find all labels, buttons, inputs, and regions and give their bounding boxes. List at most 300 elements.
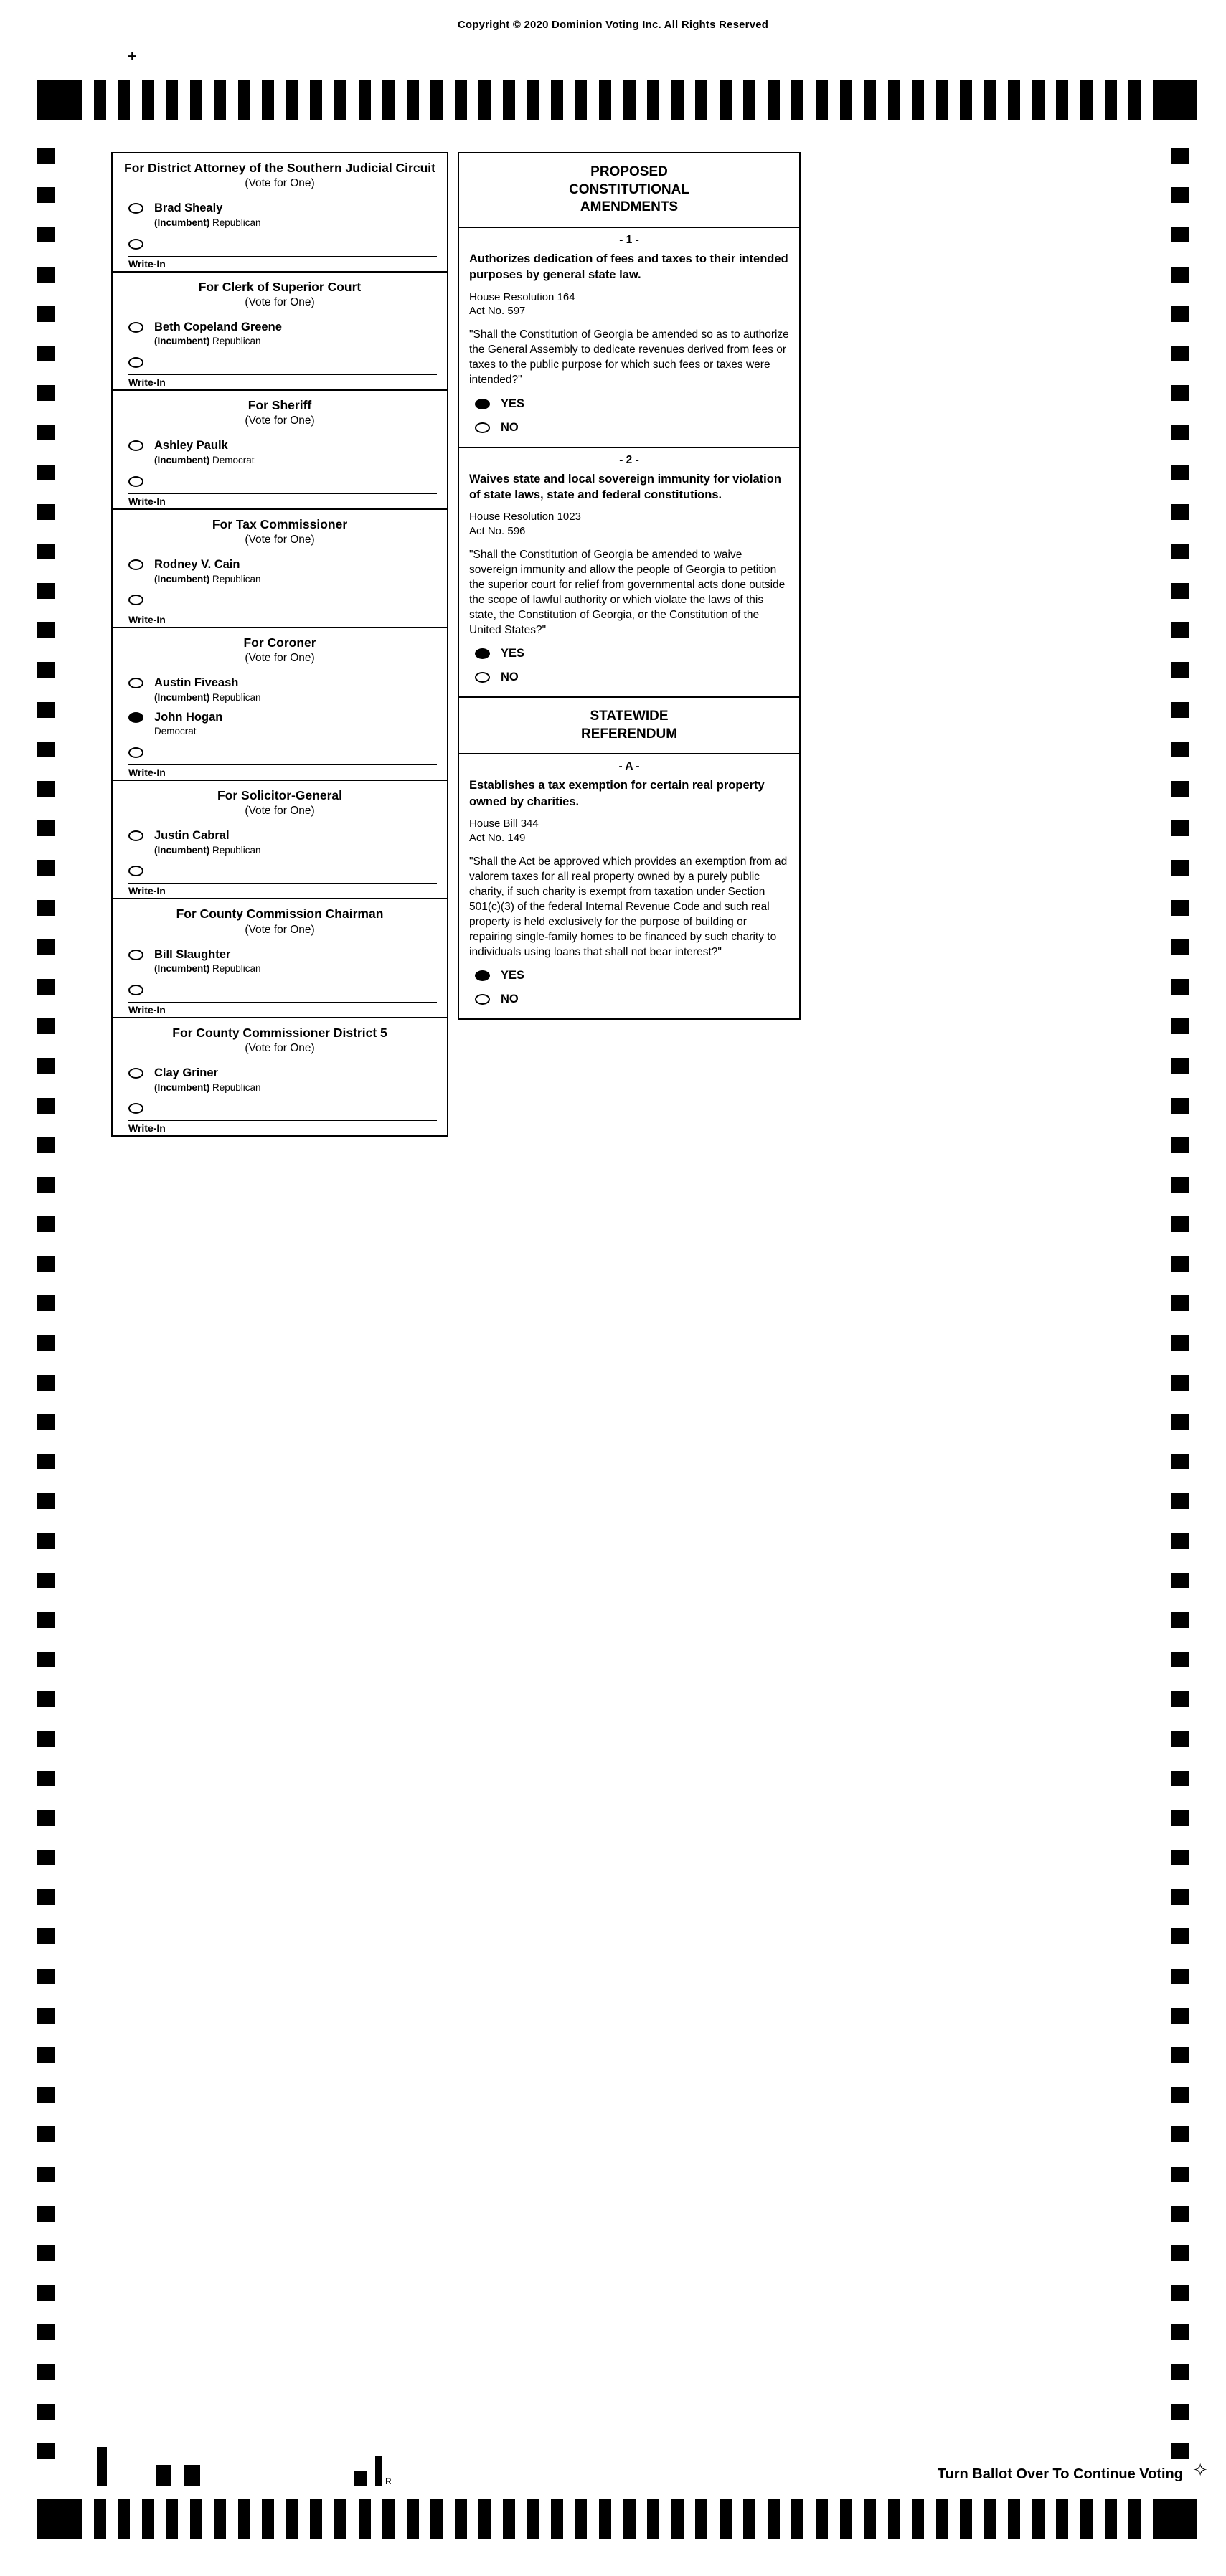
timing-mark bbox=[1171, 1533, 1189, 1549]
measure-yes-choice[interactable]: YES bbox=[459, 645, 799, 668]
bottom-timing-marks bbox=[37, 2499, 1197, 2539]
timing-mark bbox=[407, 80, 419, 120]
candidate-name: Brad Shealy bbox=[154, 202, 223, 215]
vote-for-instruction: (Vote for One) bbox=[245, 805, 315, 818]
ballot-code-label: R bbox=[385, 2476, 392, 2486]
candidate-party: (Incumbent) Republican bbox=[154, 1081, 261, 1093]
timing-mark bbox=[37, 2047, 55, 2063]
timing-mark bbox=[37, 1216, 55, 1232]
timing-mark bbox=[37, 1850, 55, 1865]
timing-mark bbox=[166, 2499, 178, 2539]
ballot-measure bbox=[459, 448, 799, 699]
write-in-choice[interactable] bbox=[113, 977, 447, 1017]
timing-mark bbox=[142, 80, 154, 120]
candidate-party: (Incumbent) Republican bbox=[154, 844, 261, 856]
timing-mark bbox=[720, 2499, 732, 2539]
timing-mark bbox=[37, 1295, 55, 1311]
write-in-line[interactable] bbox=[128, 1120, 437, 1121]
timing-mark bbox=[695, 2499, 707, 2539]
vote-oval[interactable] bbox=[128, 747, 143, 758]
timing-mark bbox=[118, 2499, 130, 2539]
candidate-party: Democrat bbox=[154, 726, 197, 737]
candidate-choice[interactable] bbox=[113, 553, 447, 587]
timing-mark bbox=[382, 80, 395, 120]
write-in-choice[interactable] bbox=[113, 739, 447, 780]
timing-mark bbox=[1171, 1177, 1189, 1193]
timing-mark bbox=[1171, 1295, 1189, 1311]
contest-title: For Tax Commissioner bbox=[212, 516, 348, 531]
write-in-line[interactable] bbox=[128, 374, 437, 375]
contest bbox=[113, 781, 447, 900]
timing-mark bbox=[1171, 148, 1189, 164]
timing-mark bbox=[1056, 2499, 1068, 2539]
timing-mark bbox=[37, 465, 55, 480]
timing-mark bbox=[1171, 781, 1189, 797]
write-in-line[interactable] bbox=[128, 883, 437, 884]
ballot-measure bbox=[459, 754, 799, 1018]
measure-summary: Waives state and local sovereign immunity for violation of state laws, state and federal constitutions. bbox=[469, 472, 781, 501]
contests-column-left bbox=[111, 152, 448, 1137]
contest bbox=[113, 899, 447, 1018]
timing-mark bbox=[743, 2499, 755, 2539]
timing-mark bbox=[37, 1928, 55, 1944]
timing-mark bbox=[1105, 2499, 1117, 2539]
timing-mark bbox=[37, 1533, 55, 1549]
timing-mark bbox=[720, 80, 732, 120]
vote-oval[interactable] bbox=[128, 203, 143, 214]
timing-mark bbox=[37, 1573, 55, 1588]
contest bbox=[113, 391, 447, 510]
timing-mark bbox=[382, 2499, 395, 2539]
timing-mark bbox=[430, 80, 443, 120]
timing-mark bbox=[1171, 465, 1189, 480]
timing-mark bbox=[37, 1256, 55, 1272]
timing-mark bbox=[1171, 306, 1189, 322]
write-in-choice[interactable] bbox=[113, 231, 447, 271]
candidate-choice[interactable] bbox=[113, 671, 447, 705]
write-in-label: Write-In bbox=[128, 885, 166, 897]
timing-mark bbox=[599, 80, 611, 120]
vote-oval[interactable] bbox=[128, 1103, 143, 1114]
timing-mark bbox=[1171, 2404, 1189, 2420]
candidate-party: (Incumbent) Republican bbox=[154, 573, 261, 584]
timing-mark bbox=[1171, 2126, 1189, 2142]
timing-mark bbox=[1171, 2008, 1189, 2024]
candidate-choice[interactable] bbox=[113, 316, 447, 349]
vote-oval[interactable] bbox=[128, 322, 143, 333]
timing-mark-block bbox=[1153, 2499, 1197, 2539]
timing-mark bbox=[37, 820, 55, 836]
timing-mark bbox=[1171, 1573, 1189, 1588]
timing-mark bbox=[1171, 662, 1189, 678]
timing-mark bbox=[37, 2364, 55, 2380]
timing-mark bbox=[37, 1098, 55, 1114]
candidate-name: Ashley Paulk bbox=[154, 439, 228, 453]
timing-mark bbox=[37, 1177, 55, 1193]
timing-mark bbox=[37, 2404, 55, 2420]
vote-oval[interactable] bbox=[128, 476, 143, 487]
left-timing-marks bbox=[37, 148, 55, 2483]
timing-mark bbox=[37, 702, 55, 718]
vote-oval[interactable] bbox=[475, 672, 490, 683]
timing-mark bbox=[1171, 1691, 1189, 1707]
timing-mark bbox=[791, 2499, 803, 2539]
candidate-party: (Incumbent) Democrat bbox=[154, 455, 255, 465]
timing-mark bbox=[1171, 1928, 1189, 1944]
timing-mark bbox=[1171, 702, 1189, 718]
timing-mark-block bbox=[37, 80, 82, 120]
timing-mark bbox=[1171, 583, 1189, 599]
timing-mark bbox=[37, 622, 55, 638]
vote-oval[interactable] bbox=[128, 985, 143, 995]
timing-mark bbox=[37, 346, 55, 361]
measure-no-choice[interactable]: NO bbox=[459, 668, 799, 696]
timing-mark bbox=[1171, 1375, 1189, 1391]
measure-reference: House Bill 344 Act No. 149 bbox=[469, 818, 539, 844]
timing-mark bbox=[1171, 622, 1189, 638]
timing-mark bbox=[623, 80, 636, 120]
vote-oval[interactable] bbox=[475, 648, 490, 659]
candidate-choice[interactable] bbox=[113, 943, 447, 977]
timing-mark bbox=[1171, 2285, 1189, 2301]
timing-mark bbox=[1171, 1493, 1189, 1509]
timing-mark bbox=[455, 2499, 467, 2539]
timing-mark bbox=[1171, 1216, 1189, 1232]
timing-mark bbox=[671, 2499, 684, 2539]
timing-mark bbox=[37, 2324, 55, 2340]
timing-mark bbox=[1171, 2047, 1189, 2063]
candidate-choice[interactable] bbox=[113, 824, 447, 858]
timing-mark bbox=[888, 80, 900, 120]
timing-mark bbox=[310, 80, 322, 120]
candidate-choice[interactable] bbox=[113, 196, 447, 230]
timing-mark bbox=[623, 2499, 636, 2539]
timing-mark bbox=[1171, 1652, 1189, 1667]
write-in-choice[interactable] bbox=[113, 587, 447, 627]
vote-oval[interactable] bbox=[128, 950, 143, 960]
timing-mark bbox=[1171, 900, 1189, 916]
timing-mark bbox=[334, 2499, 346, 2539]
measure-text: "Shall the Act be approved which provides an exemption from ad valorem taxes for all real property owned by a purely public charity, if such charity is exempt from taxation under Section 501(c)(3) of the federal Internal Revenue Code and such real property is held exclusively for the purpose of building or repairing single-family homes to be financed by such charity to individuals using loans that shall not bear interest?" bbox=[469, 855, 788, 959]
timing-mark bbox=[768, 2499, 780, 2539]
timing-mark bbox=[743, 80, 755, 120]
contest-title: For Clerk of Superior Court bbox=[198, 279, 362, 294]
measure-number: - A - bbox=[618, 760, 640, 773]
timing-mark bbox=[912, 2499, 924, 2539]
candidate-name: Clay Griner bbox=[154, 1066, 218, 1080]
timing-mark bbox=[238, 2499, 250, 2539]
timing-mark bbox=[1171, 2443, 1189, 2459]
timing-mark bbox=[37, 1731, 55, 1747]
timing-mark bbox=[1171, 544, 1189, 559]
registration-plus-icon: + bbox=[128, 47, 137, 65]
vote-oval[interactable] bbox=[128, 866, 143, 876]
measure-number: - 2 - bbox=[619, 453, 639, 466]
timing-mark bbox=[37, 2206, 55, 2222]
candidate-name: Austin Fiveash bbox=[154, 676, 239, 690]
measure-no-choice[interactable]: NO bbox=[459, 419, 799, 447]
timing-mark bbox=[262, 2499, 274, 2539]
right-timing-marks bbox=[1171, 148, 1189, 2483]
timing-mark-block bbox=[1153, 80, 1197, 120]
timing-mark bbox=[503, 80, 515, 120]
timing-mark bbox=[816, 2499, 828, 2539]
timing-mark bbox=[37, 1810, 55, 1826]
timing-mark bbox=[1171, 227, 1189, 242]
timing-mark bbox=[37, 939, 55, 955]
contest bbox=[113, 273, 447, 392]
contest-title: For County Commission Chairman bbox=[176, 906, 384, 922]
timing-mark bbox=[1128, 2499, 1141, 2539]
ballot-measure bbox=[459, 228, 799, 448]
contest bbox=[113, 628, 447, 781]
vote-for-instruction: (Vote for One) bbox=[245, 652, 315, 665]
timing-mark bbox=[37, 2167, 55, 2182]
timing-mark bbox=[1171, 1850, 1189, 1865]
write-in-line[interactable] bbox=[128, 493, 437, 494]
vote-oval[interactable] bbox=[475, 970, 490, 981]
timing-mark bbox=[37, 1652, 55, 1667]
timing-mark bbox=[142, 2499, 154, 2539]
timing-mark bbox=[1171, 2206, 1189, 2222]
timing-mark bbox=[1171, 979, 1189, 995]
write-in-label: Write-In bbox=[128, 495, 166, 507]
timing-mark bbox=[768, 80, 780, 120]
timing-mark bbox=[37, 1414, 55, 1430]
contest-title: For District Attorney of the Southern Judicial Circuit bbox=[124, 161, 435, 175]
vote-oval[interactable] bbox=[475, 994, 490, 1005]
measure-text: "Shall the Constitution of Georgia be amended so as to authorize the General Assembly to dedicate revenues derived from fees or taxes to the public purpose for which such fees or taxes were intended?" bbox=[469, 328, 789, 387]
candidate-choice[interactable] bbox=[113, 1061, 447, 1095]
timing-mark bbox=[37, 187, 55, 203]
timing-mark bbox=[262, 80, 274, 120]
vote-for-instruction: (Vote for One) bbox=[245, 415, 315, 427]
timing-mark bbox=[37, 148, 55, 164]
timing-mark bbox=[37, 2443, 55, 2459]
vote-oval[interactable] bbox=[128, 830, 143, 841]
write-in-choice[interactable] bbox=[113, 468, 447, 508]
timing-mark bbox=[334, 80, 346, 120]
timing-mark bbox=[359, 80, 371, 120]
vote-oval[interactable] bbox=[128, 1068, 143, 1079]
timing-mark bbox=[214, 2499, 226, 2539]
candidate-choice[interactable] bbox=[113, 434, 447, 468]
registration-arrow-icon: ✧ bbox=[1192, 2459, 1208, 2481]
timing-mark bbox=[37, 227, 55, 242]
vote-oval[interactable] bbox=[128, 559, 143, 570]
timing-mark bbox=[37, 385, 55, 401]
timing-mark bbox=[37, 583, 55, 599]
timing-mark bbox=[37, 781, 55, 797]
measure-reference: House Resolution 1023 Act No. 596 bbox=[469, 511, 581, 537]
timing-mark bbox=[1171, 939, 1189, 955]
timing-mark bbox=[286, 2499, 298, 2539]
timing-mark bbox=[864, 80, 876, 120]
measure-text: "Shall the Constitution of Georgia be amended to waive sovereign immunity and allow the people of Georgia to petition the superior court for relief from governmental acts done outside the scope of lawful authority or which violate the laws of this state, the Constitution of Georgia, or the Constitution of the United States?" bbox=[469, 548, 786, 637]
write-in-line[interactable] bbox=[128, 1002, 437, 1003]
timing-mark bbox=[960, 80, 972, 120]
vote-oval[interactable] bbox=[128, 678, 143, 688]
vote-oval[interactable] bbox=[128, 712, 143, 723]
timing-mark bbox=[1171, 2364, 1189, 2380]
candidate-name: Justin Cabral bbox=[154, 829, 230, 843]
timing-mark bbox=[503, 2499, 515, 2539]
timing-mark bbox=[1171, 1335, 1189, 1351]
write-in-label: Write-In bbox=[128, 1003, 166, 1015]
timing-mark bbox=[37, 306, 55, 322]
timing-mark bbox=[37, 1969, 55, 1984]
timing-mark bbox=[912, 80, 924, 120]
vote-for-instruction: (Vote for One) bbox=[245, 923, 315, 936]
timing-mark bbox=[37, 2245, 55, 2261]
vote-oval[interactable] bbox=[128, 239, 143, 250]
contest-title: For Coroner bbox=[243, 635, 316, 650]
timing-mark bbox=[1171, 1889, 1189, 1905]
timing-mark bbox=[1171, 1098, 1189, 1114]
timing-mark bbox=[984, 2499, 996, 2539]
timing-mark bbox=[359, 2499, 371, 2539]
write-in-label: Write-In bbox=[128, 1122, 166, 1135]
timing-mark bbox=[551, 2499, 563, 2539]
timing-mark bbox=[1056, 80, 1068, 120]
timing-mark bbox=[37, 1137, 55, 1153]
write-in-choice[interactable] bbox=[113, 1095, 447, 1135]
candidate-choice[interactable] bbox=[113, 706, 447, 739]
measure-yes-choice[interactable]: YES bbox=[459, 395, 799, 419]
measure-summary: Establishes a tax exemption for certain real property owned by charities. bbox=[469, 779, 765, 808]
timing-mark bbox=[478, 2499, 491, 2539]
top-timing-marks bbox=[37, 80, 1197, 120]
timing-mark bbox=[647, 2499, 659, 2539]
timing-mark bbox=[37, 425, 55, 440]
timing-mark bbox=[1171, 2324, 1189, 2340]
timing-mark bbox=[575, 2499, 587, 2539]
timing-mark bbox=[455, 80, 467, 120]
timing-mark bbox=[840, 2499, 852, 2539]
timing-mark bbox=[1171, 1058, 1189, 1074]
candidate-name: Rodney V. Cain bbox=[154, 557, 240, 571]
timing-mark bbox=[37, 267, 55, 283]
timing-mark bbox=[1171, 1414, 1189, 1430]
timing-mark bbox=[527, 80, 539, 120]
timing-mark bbox=[37, 1691, 55, 1707]
timing-mark bbox=[1008, 80, 1020, 120]
write-in-label: Write-In bbox=[128, 377, 166, 389]
timing-mark bbox=[430, 2499, 443, 2539]
write-in-line[interactable] bbox=[128, 764, 437, 765]
timing-mark bbox=[238, 80, 250, 120]
vote-oval[interactable] bbox=[128, 357, 143, 368]
measure-no-choice[interactable]: NO bbox=[459, 990, 799, 1018]
vote-oval[interactable] bbox=[475, 422, 490, 433]
measure-reference: House Resolution 164 Act No. 597 bbox=[469, 290, 575, 318]
turn-ballot-over-notice: Turn Ballot Over To Continue Voting bbox=[937, 2466, 1183, 2482]
candidate-name: Beth Copeland Greene bbox=[154, 320, 282, 333]
vote-for-instruction: (Vote for One) bbox=[245, 295, 315, 308]
timing-mark bbox=[936, 80, 948, 120]
write-in-label: Write-In bbox=[128, 614, 166, 626]
timing-mark bbox=[864, 2499, 876, 2539]
timing-mark-block bbox=[37, 2499, 82, 2539]
timing-mark bbox=[1171, 1454, 1189, 1469]
timing-mark bbox=[37, 742, 55, 757]
timing-mark bbox=[671, 80, 684, 120]
timing-mark bbox=[1171, 1771, 1189, 1786]
timing-mark bbox=[37, 504, 55, 520]
write-in-line[interactable] bbox=[128, 256, 437, 257]
timing-mark bbox=[1171, 2245, 1189, 2261]
referendum-header: STATEWIDE REFERENDUM bbox=[459, 698, 799, 754]
timing-mark bbox=[816, 80, 828, 120]
timing-mark bbox=[214, 80, 226, 120]
timing-mark bbox=[37, 2008, 55, 2024]
timing-mark bbox=[37, 1335, 55, 1351]
vote-for-instruction: (Vote for One) bbox=[245, 533, 315, 546]
timing-mark bbox=[575, 80, 587, 120]
candidate-name: Bill Slaughter bbox=[154, 947, 231, 961]
copyright-notice: Copyright © 2020 Dominion Voting Inc. All Rights Reserved bbox=[457, 19, 769, 31]
timing-mark bbox=[37, 900, 55, 916]
timing-mark bbox=[94, 2499, 106, 2539]
measure-number: - 1 - bbox=[619, 234, 639, 247]
contest-title: For Solicitor-General bbox=[217, 787, 343, 802]
vote-for-instruction: (Vote for One) bbox=[245, 177, 315, 190]
vote-oval[interactable] bbox=[475, 399, 490, 409]
timing-mark bbox=[94, 80, 106, 120]
measure-yes-choice[interactable]: YES bbox=[459, 967, 799, 990]
timing-mark bbox=[1032, 2499, 1045, 2539]
timing-mark bbox=[1171, 1256, 1189, 1272]
timing-mark bbox=[1171, 1731, 1189, 1747]
timing-mark bbox=[1171, 1612, 1189, 1628]
write-in-choice[interactable] bbox=[113, 858, 447, 898]
timing-mark bbox=[1171, 346, 1189, 361]
timing-mark bbox=[960, 2499, 972, 2539]
vote-oval[interactable] bbox=[128, 440, 143, 451]
vote-for-instruction: (Vote for One) bbox=[245, 1042, 315, 1055]
timing-mark bbox=[37, 1058, 55, 1074]
timing-mark bbox=[37, 662, 55, 678]
timing-mark bbox=[37, 1375, 55, 1391]
timing-mark bbox=[37, 2087, 55, 2103]
timing-mark bbox=[936, 2499, 948, 2539]
measure-summary: Authorizes dedication of fees and taxes to their intended purposes by general state law. bbox=[469, 252, 788, 282]
candidate-party: (Incumbent) Republican bbox=[154, 692, 261, 704]
timing-mark bbox=[37, 1493, 55, 1509]
candidate-name: John Hogan bbox=[154, 710, 223, 724]
timing-mark bbox=[37, 544, 55, 559]
timing-mark bbox=[286, 80, 298, 120]
timing-mark bbox=[1171, 1969, 1189, 1984]
timing-mark bbox=[1008, 2499, 1020, 2539]
timing-mark bbox=[1032, 80, 1045, 120]
timing-mark bbox=[1171, 385, 1189, 401]
amendments-header: PROPOSED CONSTITUTIONAL AMENDMENTS bbox=[459, 153, 799, 228]
timing-mark bbox=[1171, 1137, 1189, 1153]
timing-mark bbox=[888, 2499, 900, 2539]
timing-mark bbox=[1171, 267, 1189, 283]
timing-mark bbox=[37, 1018, 55, 1034]
timing-mark bbox=[551, 80, 563, 120]
contest bbox=[113, 153, 447, 273]
timing-mark bbox=[1171, 2087, 1189, 2103]
timing-mark bbox=[407, 2499, 419, 2539]
timing-mark bbox=[840, 80, 852, 120]
timing-mark bbox=[118, 80, 130, 120]
write-in-choice[interactable] bbox=[113, 349, 447, 389]
timing-mark bbox=[599, 2499, 611, 2539]
vote-oval[interactable] bbox=[128, 595, 143, 605]
